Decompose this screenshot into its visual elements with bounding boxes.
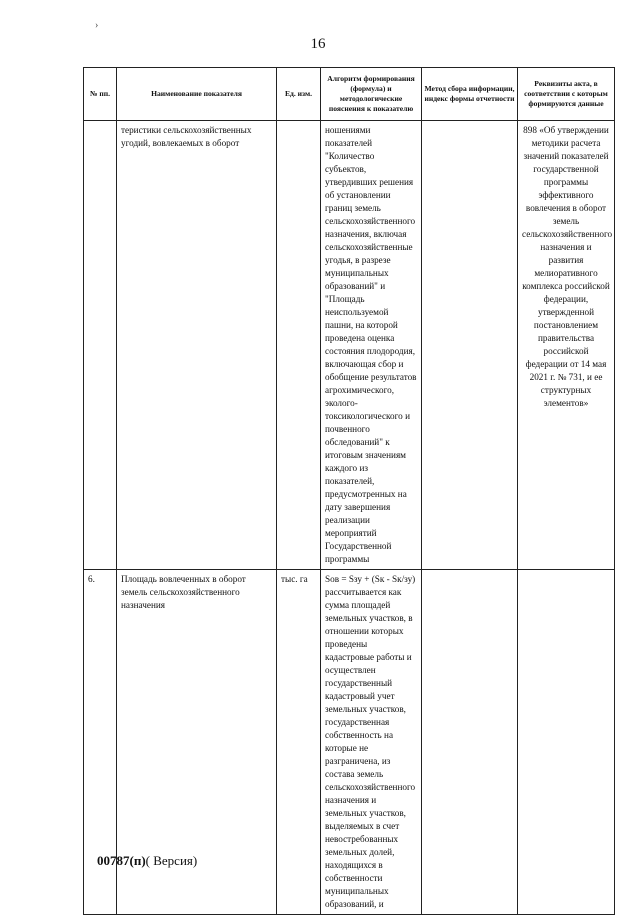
header-indicator-name: Наименование показателя: [117, 68, 277, 121]
header-act-details: Реквизиты акта, в соответствии с которым формируются данные: [518, 68, 615, 121]
row-number: 6.: [84, 570, 117, 915]
stray-mark: ›: [95, 20, 99, 31]
row-unit: [277, 121, 321, 570]
table-row: [84, 121, 615, 570]
row-collection-method: [422, 570, 518, 915]
row-collection-method: [422, 121, 518, 570]
header-unit: Ед. изм.: [277, 68, 321, 121]
document-code-number: 00787(п): [97, 853, 146, 868]
document-code: [97, 853, 197, 869]
page-number: 16: [310, 36, 326, 52]
row-algorithm: Sов = Sзу + (Sк - Sк/зу) рассчитывается как сумма площадей земельных участков, в отношении которых проведены кадастровые работы и осуществлен государственный кадастровый учет земельных участков, государственная собственность на которые не разграничена, из состава земель сельскохозяйственного назначения и земельных участков, выделяемых в счет невостребованных земельных долей, находящихся в собственности муниципальных образований, и: [321, 570, 422, 915]
table-header-row: [84, 68, 615, 121]
row-act-details: [518, 570, 615, 915]
row-algorithm: ношениями показателей "Количество субъектов, утвердивших решения об установлении границ земель сельскохозяйственного назначения, включая сельскохозяйственные угодья, в разрезе муниципальных образований" и "Площадь неиспользуемой пашни, на которой проведена оценка состояния плодородия, включающая сбор и обобщение результатов агрохимического, эколого-токсикологического и почвенного обследований" к итоговым значениям каждого из показателей, предусмотренных на дату завершения реализации мероприятий Государственной программы: [321, 121, 422, 570]
row-number: [84, 121, 117, 570]
header-algorithm: Алгоритм формирования (формула) и методологические пояснения к показателю: [321, 68, 422, 121]
header-number: № пп.: [84, 68, 117, 121]
row-unit: тыс. га: [277, 570, 321, 915]
row-indicator-name: Площадь вовлеченных в оборот земель сельскохозяйственного назначения: [117, 570, 277, 915]
header-collection-method: Метод сбора информации, индекс формы отчетности: [422, 68, 518, 121]
row-indicator-name: теристики сельскохозяйственных угодий, вовлекаемых в оборот: [117, 121, 277, 570]
indicators-table: [83, 67, 615, 915]
document-code-suffix: ( Версия): [145, 853, 198, 868]
row-act-details: 898 «Об утверждении методики расчета значений показателей государственной программы эффективного вовлечения в оборот земель сельскохозяйственного назначения и развития мелиоративного комплекса российской федерации, утвержденной постановлением правительства российской федерации от 14 мая 2021 г. № 731, и ее структурных элементов»: [518, 121, 615, 570]
